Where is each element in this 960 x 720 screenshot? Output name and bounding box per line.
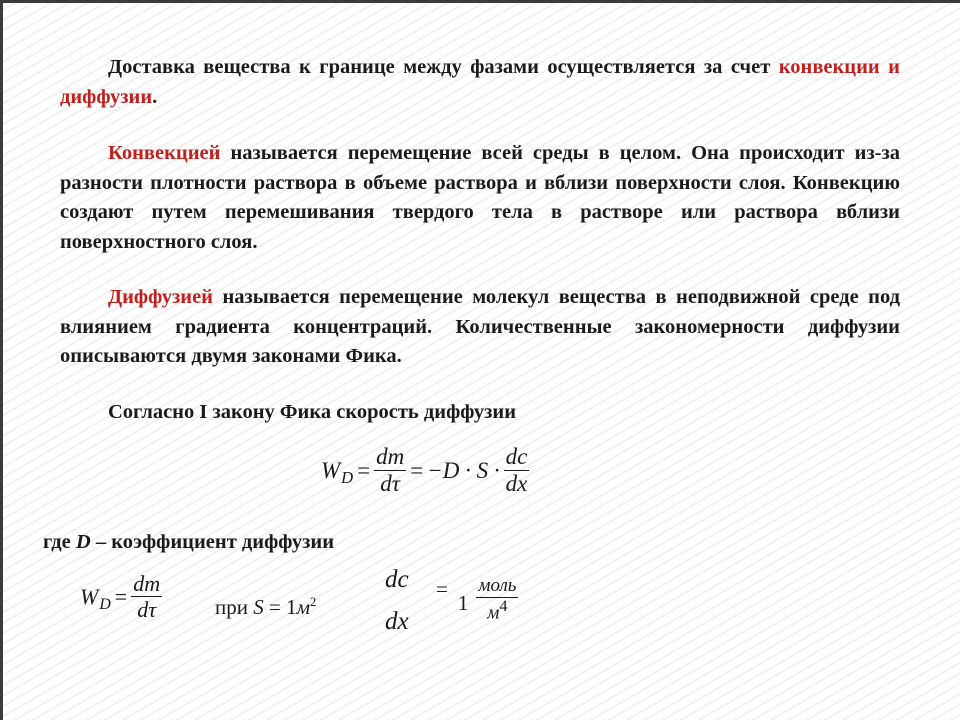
paragraph-delivery-text: Доставка вещества к границе между фазами осуществляется за счет (108, 56, 779, 78)
equals-sign: = (436, 577, 448, 602)
equals-sign: = (410, 457, 424, 483)
paragraph-delivery (60, 53, 900, 112)
wd-formula (80, 572, 162, 621)
paragraph-fick-law (60, 398, 900, 428)
convection-diffusion-highlight: конвекции и диффузии (60, 56, 900, 108)
fraction-dm-dtau: $\frac{dm}{d\tau}$ (133, 571, 161, 623)
paragraph-diffusion-text: называется перемещение молекул вещества в неподвижной среде под влиянием градиента концентраций. Количественные закономерности диффузии описываются двумя законами Фика. (60, 286, 900, 367)
fraction-dc-dx: $\frac{dc}{dx}$ (505, 444, 528, 497)
gradient-formula (383, 567, 411, 636)
paragraph-convection (60, 139, 900, 257)
paragraph-fick-law-text: Согласно I закону Фика скорость диффузии (108, 401, 517, 423)
fraction-dc-dx: dc dx (385, 566, 409, 636)
area-condition: при $S = 1м^2$ (215, 595, 317, 619)
paragraph-convection-text: называется перемещение всей среды в целом. Она происходит из-за разности плотности раствора в объеме раствора и вблизи поверхности слоя. Конвекцию создают путем перемешивания твердого тела в растворе или раствора вблизи поверхностного слоя. (60, 142, 900, 253)
frame-left-border (0, 0, 3, 720)
formula-middle-term: −D · S · (427, 457, 500, 483)
diffusion-term: Диффузией (108, 286, 213, 308)
frame-top-border (0, 0, 960, 3)
value-one: 1 (457, 591, 469, 616)
equals-sign: = (114, 583, 128, 609)
paragraph-delivery-end: . (152, 85, 158, 108)
convection-term: Конвекцией (108, 142, 221, 164)
fick-law-formula (321, 445, 529, 496)
paragraph-diffusion (60, 283, 900, 372)
diffusion-coefficient-line: где D – коэффициент диффузии (43, 531, 335, 553)
formula-lhs: $W_D$ (321, 457, 354, 488)
gradient-value-formula (436, 576, 518, 623)
unit-fraction: $\frac{\text{моль}}{м^4}$ (478, 575, 517, 624)
equals-sign: = (357, 457, 371, 483)
fraction-dm-dtau: $\frac{dm}{d\tau}$ (376, 444, 405, 497)
formula-lhs: $W_D$ (80, 583, 111, 614)
